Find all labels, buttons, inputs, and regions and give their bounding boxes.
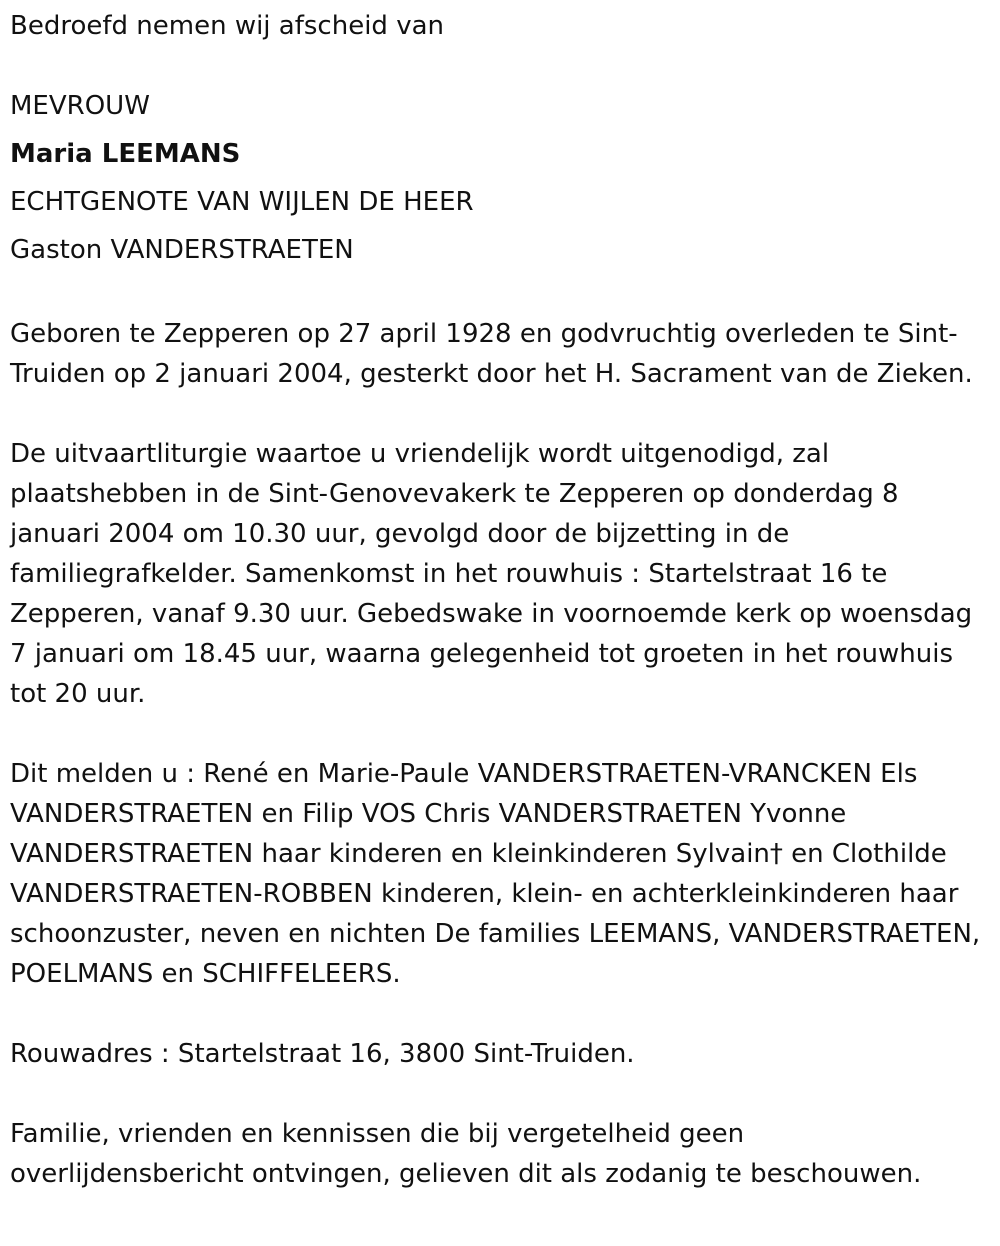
funeral-paragraph: De uitvaartliturgie waartoe u vriendelijk wordt uitgenodigd, zal plaatshebben in de Sint-Genovevakerk te Zepperen op donderdag 8 januari 2004 om 10.30 uur, gevolgd door de bijzetting in de familiegrafkelder. Samenkomst in het rouwhuis : Startelstraat 16 te Zepperen, vanaf 9.30 uur. Gebedswake in voornoemde kerk op woensdag 7 januari om 18.45 uur, waarna gelegenheid tot groeten in het rouwhuis tot 20 uur. (10, 439, 973, 709)
death-notice (10, 0, 990, 1194)
spacer (10, 1074, 990, 1114)
spouse-name: Gaston VANDERSTRAETEN (10, 235, 354, 265)
closing-paragraph: Familie, vrienden en kennissen die bij vergetelheid geen overlijdensbericht ontvingen, gelieven dit als zodanig te beschouwen. (10, 1119, 922, 1189)
spacer (10, 394, 990, 434)
intro-text: Bedroefd nemen wij afscheid van (10, 11, 444, 41)
spacer (10, 50, 990, 82)
spacer (10, 274, 990, 314)
deceased-title: MEVROUW (10, 91, 150, 121)
spacer (10, 994, 990, 1034)
deceased-relation: ECHTGENOTE VAN WIJLEN DE HEER (10, 187, 474, 217)
spacer (10, 714, 990, 754)
address-paragraph: Rouwadres : Startelstraat 16, 3800 Sint-Truiden. (10, 1039, 635, 1069)
deceased-name: Maria LEEMANS (10, 139, 241, 169)
birth-death-paragraph: Geboren te Zepperen op 27 april 1928 en godvruchtig overleden te Sint-Truiden op 2 januari 2004, gesterkt door het H. Sacrament van de Zieken. (10, 319, 973, 389)
announcers-paragraph: Dit melden u : René en Marie-Paule VANDERSTRAETEN-VRANCKEN Els VANDERSTRAETEN en Filip VOS Chris VANDERSTRAETEN Yvonne VANDERSTRAETEN haar kinderen en kleinkinderen Sylvain† en Clothilde VANDERSTRAETEN-ROBBEN kinderen, klein- en achterkleinkinderen haar schoonzuster, neven en nichten De families LEEMANS, VANDERSTRAETEN, POELMANS en SCHIFFELEERS. (10, 759, 981, 989)
